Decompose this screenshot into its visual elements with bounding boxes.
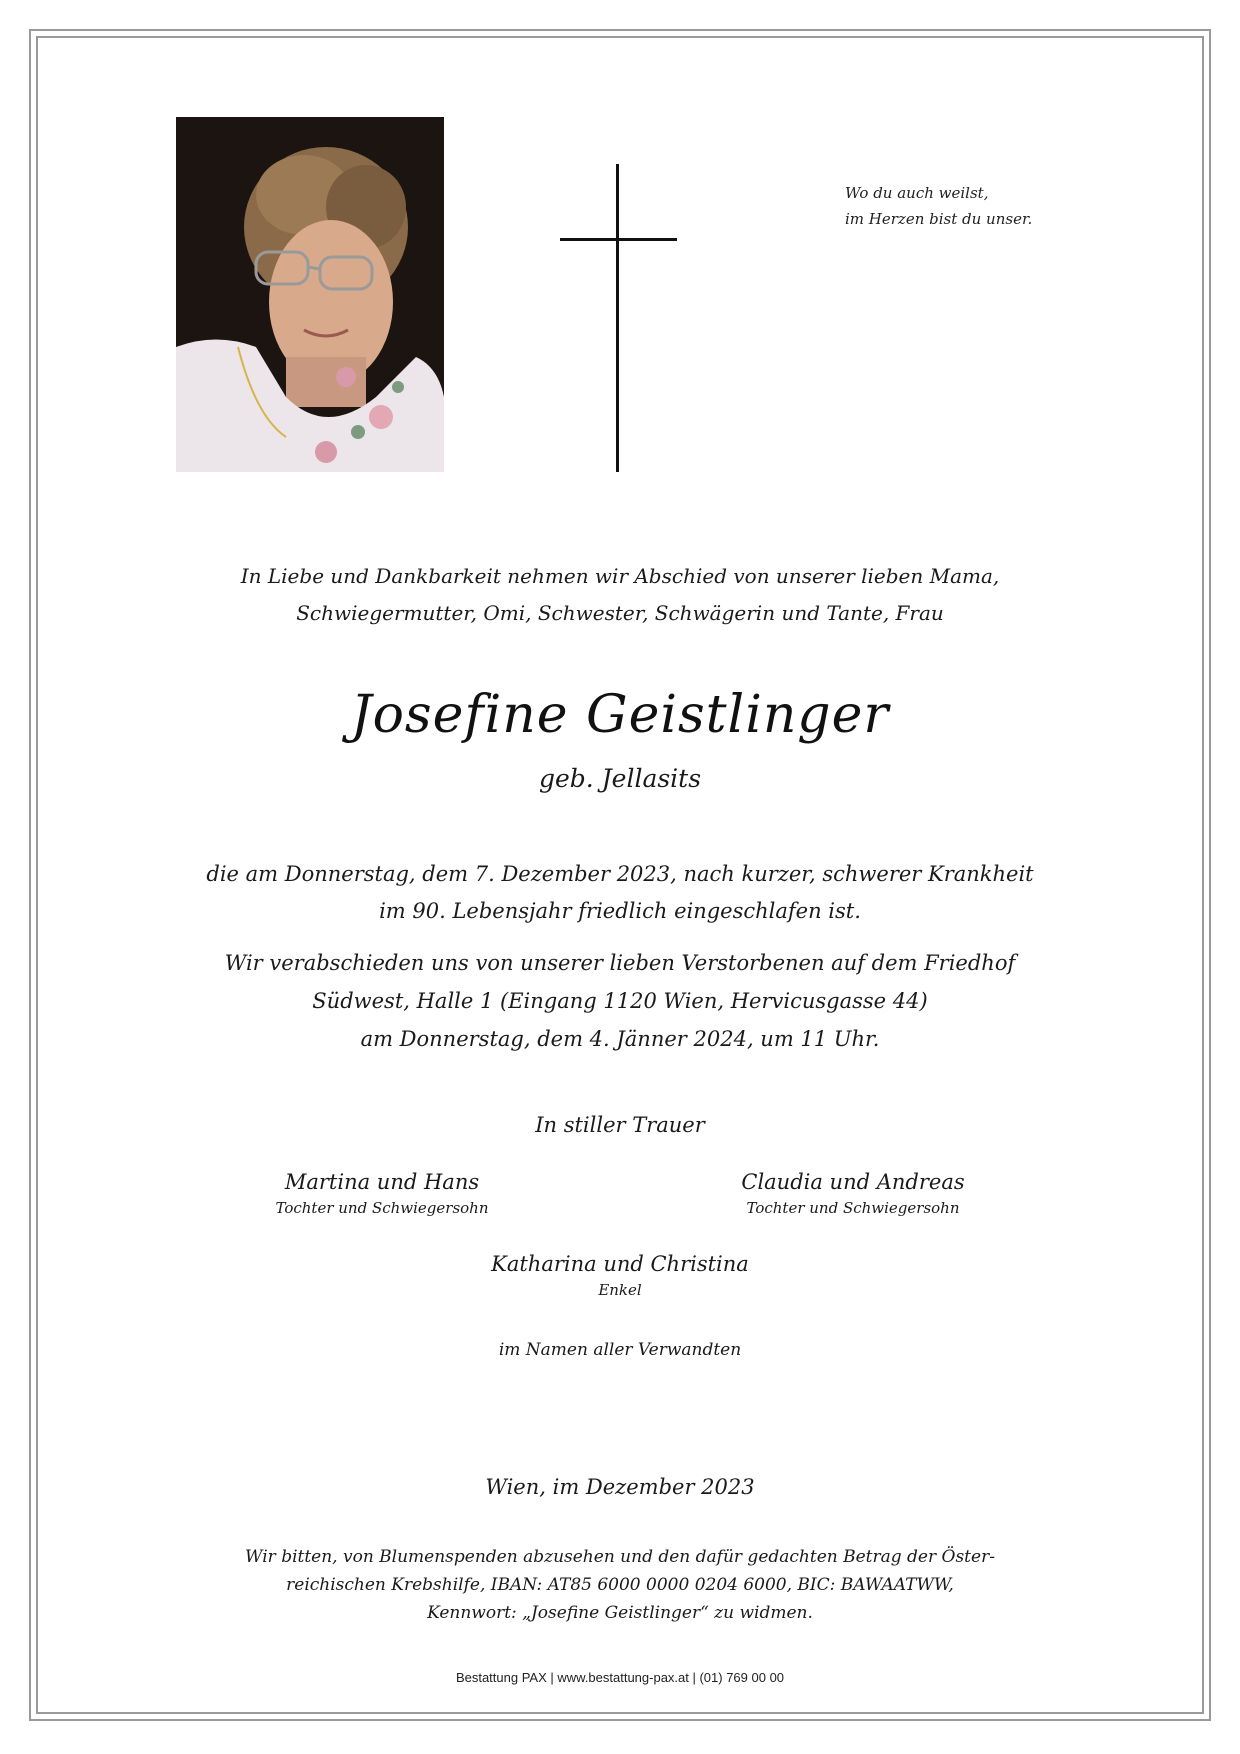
place-date: Wien, im Dezember 2023 (485, 1475, 755, 1499)
birth-name: geb. Jellasits (538, 764, 702, 793)
mourning-heading: In stiller Trauer (535, 1113, 705, 1137)
portrait-photo (176, 117, 444, 472)
motto-line: Wo du auch weilst, (845, 184, 989, 202)
mourner-entry (202, 1167, 562, 1219)
intro-line: Schwiegermutter, Omi, Schwester, Schwägerin und Tante, Frau (296, 601, 944, 625)
mourner-relation: Enkel (598, 1281, 642, 1299)
motto-line: im Herzen bist du unser. (845, 210, 1033, 228)
funeral-details (0, 944, 1240, 1058)
mourner-name: Katharina und Christina (491, 1252, 749, 1276)
intro-text (0, 558, 1240, 632)
mourner-name: Claudia und Andreas (741, 1170, 965, 1194)
motto (845, 180, 1032, 232)
death-notice (0, 856, 1240, 930)
donation-line: Wir bitten, von Blumenspenden abzusehen und den dafür gedachten Betrag der Öster- (245, 1547, 995, 1567)
funeral-line: Südwest, Halle 1 (Eingang 1120 Wien, Hervicusgasse 44) (312, 989, 928, 1013)
cross-horizontal-bar (560, 238, 677, 241)
death-notice-line: die am Donnerstag, dem 7. Dezember 2023, nach kurzer, schwerer Krankheit (206, 862, 1034, 886)
mourner-relation: Tochter und Schwiegersohn (746, 1199, 960, 1217)
death-notice-line: im 90. Lebensjahr friedlich eingeschlafen ist. (379, 899, 861, 923)
donation-line: Kennwort: „Josefine Geistlinger“ zu widmen. (427, 1603, 813, 1623)
mourner-name: Martina und Hans (284, 1170, 480, 1194)
donation-line: reichischen Krebshilfe, IBAN: AT85 6000 0000 0204 6000, BIC: BAWAATWW, (286, 1575, 954, 1595)
donation-request (0, 1543, 1240, 1627)
funeral-line: am Donnerstag, dem 4. Jänner 2024, um 11 Uhr. (360, 1027, 880, 1051)
mourner-relation: Tochter und Schwiegersohn (275, 1199, 489, 1217)
relatives-note: im Namen aller Verwandten (498, 1340, 742, 1360)
mourner-entry (673, 1167, 1033, 1219)
mourner-entry (440, 1249, 800, 1301)
funeral-line: Wir verabschieden uns von unserer lieben Verstorbenen auf dem Friedhof (224, 951, 1016, 975)
funeral-home-footer: Bestattung PAX | www.bestattung-pax.at | (01) 769 00 00 (455, 1670, 785, 1685)
deceased-name: Josefine Geistlinger (350, 685, 890, 745)
intro-line: In Liebe und Dankbarkeit nehmen wir Abschied von unserer lieben Mama, (240, 564, 1000, 588)
cross-vertical-bar (616, 164, 619, 472)
